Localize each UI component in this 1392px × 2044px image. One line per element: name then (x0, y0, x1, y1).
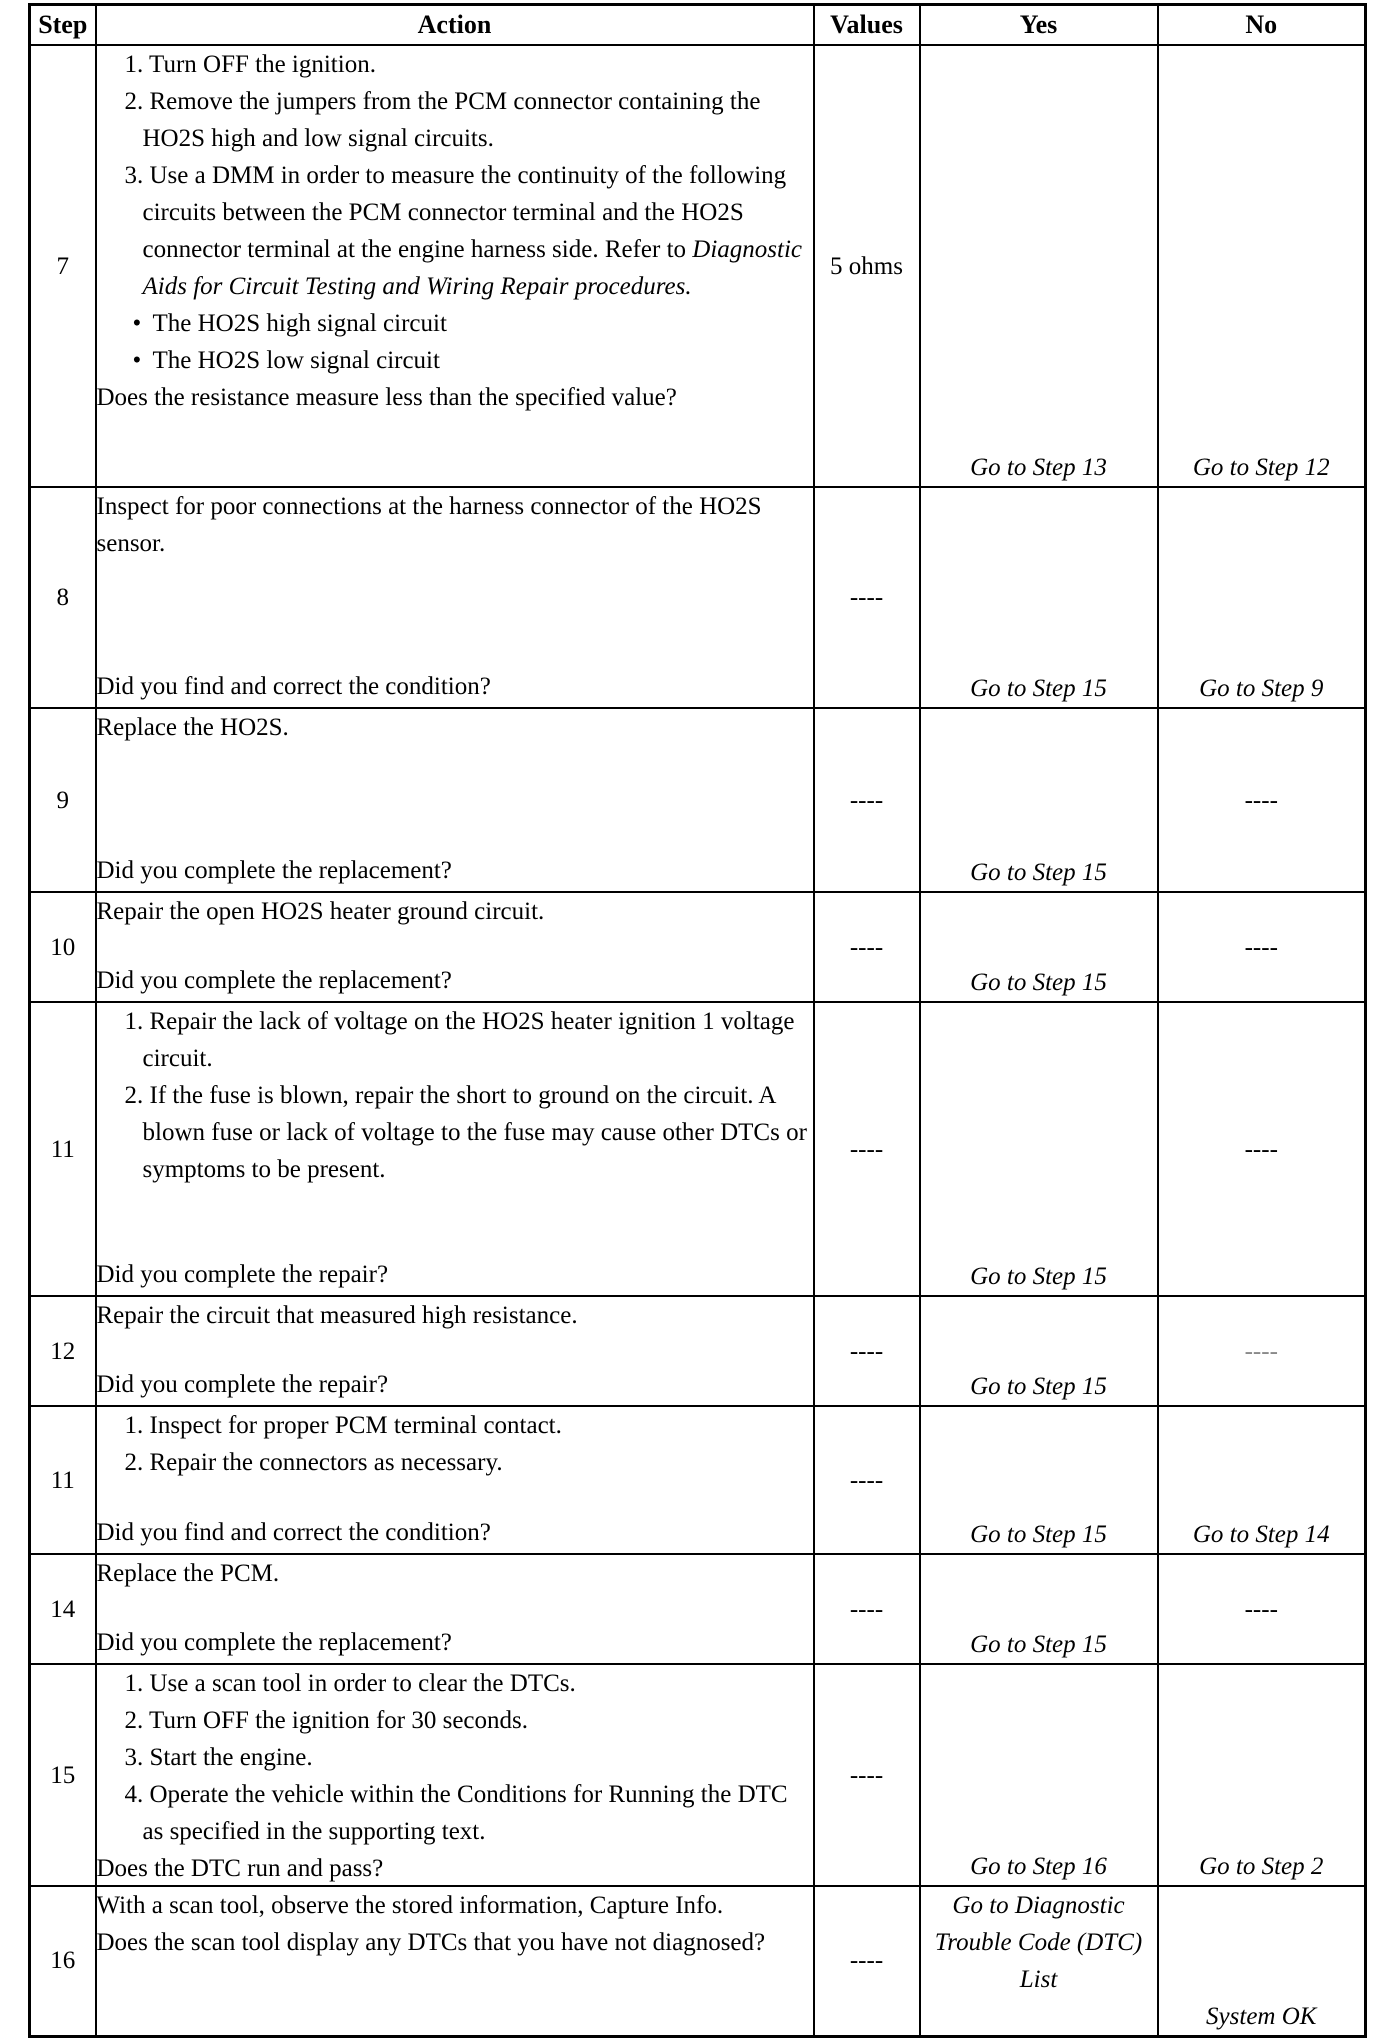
step-number: 11 (30, 1406, 96, 1554)
yes-cell: Go to Step 15 (920, 708, 1158, 892)
action-text: Inspect for poor connections at the harness connector of the HO2S sensor. (96, 493, 762, 557)
bullet-item: • The HO2S high signal circuit (133, 305, 813, 342)
yes-cell: Go to Step 15 (920, 1554, 1158, 1664)
action-question: Did you complete the repair? (96, 1261, 389, 1288)
values-cell: ---- (814, 1406, 920, 1554)
list-item: 3. Start the engine. (124, 1744, 313, 1771)
bullet-item: • The HO2S low signal circuit (133, 342, 813, 379)
table-row (30, 1554, 1366, 1664)
table-row (30, 708, 1366, 892)
diagnostic-table (28, 3, 1367, 2038)
header-values: Values (814, 5, 920, 46)
header-yes: Yes (920, 5, 1158, 46)
action-question: Did you find and correct the condition? (96, 673, 491, 700)
no-cell: System OK (1158, 1886, 1366, 2036)
step-number: 15 (30, 1664, 96, 1886)
action-cell (96, 487, 814, 708)
step-number: 9 (30, 708, 96, 892)
values-cell: ---- (814, 892, 920, 1002)
yes-cell: Go to Step 15 (920, 892, 1158, 1002)
action-text: Replace the PCM. (96, 1560, 280, 1587)
action-question: Did you complete the replacement? (96, 1629, 452, 1656)
step-number: 14 (30, 1554, 96, 1664)
no-cell: ---- (1158, 1554, 1366, 1664)
yes-cell: Go to Step 16 (920, 1664, 1158, 1886)
table-row (30, 1886, 1366, 2036)
action-question: Did you complete the repair? (96, 1371, 389, 1398)
values-cell: ---- (814, 1886, 920, 2036)
step-number: 12 (30, 1296, 96, 1406)
step-number: 16 (30, 1886, 96, 2036)
action-cell (96, 1296, 814, 1406)
table-row (30, 892, 1366, 1002)
action-list (97, 1665, 813, 1850)
list-item (115, 157, 813, 305)
list-item: 2. Turn OFF the ignition for 30 seconds. (124, 1707, 529, 1734)
table-row (30, 1296, 1366, 1406)
yes-cell: Go to Step 15 (920, 1296, 1158, 1406)
list-item-text: 3. Use a DMM in order to measure the continuity of the following circuits between the PCM connector terminal and the HO2S connector terminal at the engine harness side. Refer to (124, 162, 787, 263)
action-question: Does the scan tool display any DTCs that you have not diagnosed? (96, 1929, 766, 1956)
no-cell: ---- (1158, 1002, 1366, 1296)
table-row (30, 487, 1366, 708)
list-item: 1. Use a scan tool in order to clear the DTCs. (124, 1670, 576, 1697)
table-row (30, 1002, 1366, 1296)
values-cell: 5 ohms (814, 45, 920, 487)
yes-cell: Go to Step 13 (920, 45, 1158, 487)
yes-cell: Go to Diagnostic Trouble Code (DTC) List (920, 1886, 1158, 2036)
header-step: Step (30, 5, 96, 46)
no-cell: Go to Step 14 (1158, 1406, 1366, 1554)
values-cell: ---- (814, 1002, 920, 1296)
action-cell (96, 1664, 814, 1886)
no-cell: ---- (1158, 892, 1366, 1002)
action-text: With a scan tool, observe the stored information, Capture Info. (96, 1892, 724, 1919)
no-cell: Go to Step 2 (1158, 1664, 1366, 1886)
action-text: Replace the HO2S. (96, 714, 289, 741)
action-text: Repair the circuit that measured high resistance. (96, 1302, 578, 1329)
action-question: Does the resistance measure less than the specified value? (96, 384, 677, 411)
list-item: 1. Inspect for proper PCM terminal contact. (124, 1412, 562, 1439)
values-cell: ---- (814, 487, 920, 708)
action-list (97, 1003, 813, 1188)
step-number: 7 (30, 45, 96, 487)
action-question: Did you complete the replacement? (96, 967, 452, 994)
list-item: 2. Repair the connectors as necessary. (124, 1449, 503, 1476)
action-question: Does the DTC run and pass? (96, 1855, 384, 1882)
step-number: 10 (30, 892, 96, 1002)
list-item: 2. If the fuse is blown, repair the short to ground on the circuit. A blown fuse or lack of voltage to the fuse may cause other DTCs or symptoms to be present. (124, 1082, 807, 1183)
yes-cell: Go to Step 15 (920, 1406, 1158, 1554)
list-item: 2. Remove the jumpers from the PCM connector containing the HO2S high and low signal circuits. (124, 88, 761, 152)
action-cell (96, 45, 814, 487)
values-cell: ---- (814, 1664, 920, 1886)
action-cell (96, 1002, 814, 1296)
step-number: 8 (30, 487, 96, 708)
no-cell: Go to Step 9 (1158, 487, 1366, 708)
action-list (97, 1407, 813, 1481)
no-cell: Go to Step 12 (1158, 45, 1366, 487)
list-item: 1. Repair the lack of voltage on the HO2S heater ignition 1 voltage circuit. (124, 1008, 795, 1072)
action-cell (96, 892, 814, 1002)
table-row (30, 1406, 1366, 1554)
bullet-list (97, 305, 813, 379)
yes-cell: Go to Step 15 (920, 1002, 1158, 1296)
action-list (97, 46, 813, 305)
step-number: 11 (30, 1002, 96, 1296)
list-item: 4. Operate the vehicle within the Conditions for Running the DTC as specified in the supporting text. (124, 1781, 788, 1845)
reference-text: Diagnostic Aids for Circuit Testing and Wiring Repair procedures. (142, 236, 803, 300)
action-cell (96, 1886, 814, 2036)
list-item: 1. Turn OFF the ignition. (124, 51, 376, 78)
action-question: Did you complete the replacement? (96, 857, 452, 884)
values-cell: ---- (814, 708, 920, 892)
header-action: Action (96, 5, 814, 46)
action-question: Did you find and correct the condition? (96, 1519, 491, 1546)
header-no: No (1158, 5, 1366, 46)
diagnostic-table-container (28, 3, 1364, 2038)
table-row (30, 1664, 1366, 1886)
no-cell: ---- (1158, 1296, 1366, 1406)
action-cell (96, 708, 814, 892)
no-cell: ---- (1158, 708, 1366, 892)
values-cell: ---- (814, 1554, 920, 1664)
table-row (30, 45, 1366, 487)
action-text: Repair the open HO2S heater ground circuit. (96, 898, 545, 925)
action-cell (96, 1554, 814, 1664)
values-cell: ---- (814, 1296, 920, 1406)
header-row (30, 5, 1366, 46)
action-cell (96, 1406, 814, 1554)
yes-cell: Go to Step 15 (920, 487, 1158, 708)
